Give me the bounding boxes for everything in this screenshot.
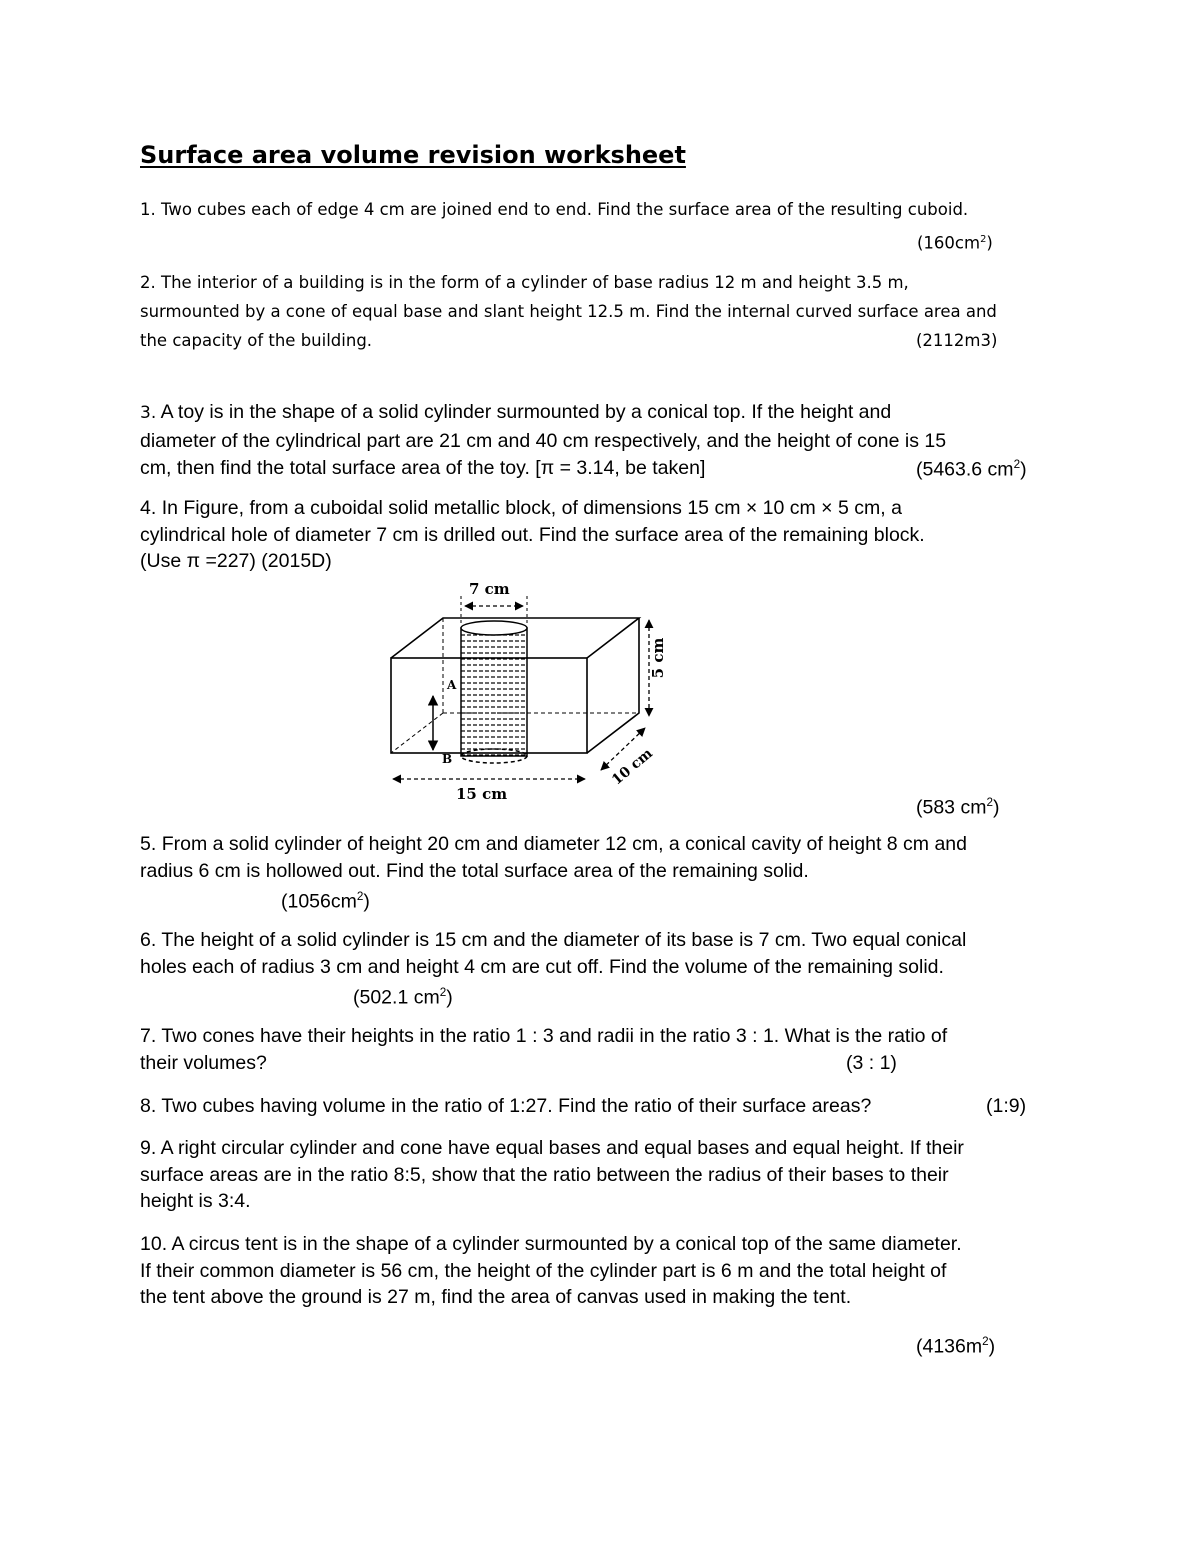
dimension-label-right: 5 cm xyxy=(649,637,667,679)
question-5: 5. From a solid cylinder of height 20 cm and diameter 12 cm, a conical cavity of height 8 cm and radius 6 cm is hollowed out. Find the total surface area of the remaining solid. xyxy=(140,833,967,882)
question-3: 3. A toy is in the shape of a solid cylinder surmounted by a conical top. If the height and diameter of the cylindrical part are 21 cm and 40 cm respectively, and the height of cone is 15 cm, then find the total surface area of the toy. [π = 3.14, be taken] xyxy=(140,401,947,479)
question-number: 6. xyxy=(140,929,157,951)
question-4: 4. In Figure, from a cuboidal solid metallic block, of dimensions 15 cm × 10 cm × 5 cm, a cylindrical hole of diameter 7 cm is drilled out. Find the surface area of the remaining block. (Use π =227) (2015D) xyxy=(140,497,925,572)
question-2: 2. The interior of a building is in the form of a cylinder of base radius 12 m and height 3.5 m, surmounted by a cone of equal base and slant height 12.5 m. Find the internal curved surface area and the capacity of the building. xyxy=(140,273,997,350)
question-8: 8. Two cubes having volume in the ratio of 1:27. Find the ratio of their surface areas? xyxy=(140,1095,872,1117)
answer-2: (2112m3) xyxy=(916,331,998,350)
point-label-b: B xyxy=(442,752,453,766)
dimension-label-bottom: 15 cm xyxy=(456,785,508,803)
answer-5: $(1056cm^2)$ xyxy=(281,890,370,913)
question-number: 2. xyxy=(140,273,156,292)
answer-1: $(160cm^2)$ xyxy=(917,233,993,253)
question-7: 7. Two cones have their heights in the ratio 1 : 3 and radii in the ratio 3 : 1. What is the ratio of their volumes? xyxy=(140,1025,948,1074)
answer-4: (583 $cm^2$) xyxy=(916,796,1000,819)
question-number: 9. xyxy=(140,1137,157,1159)
answer-6: (502.1 $cm^2$) xyxy=(353,986,453,1009)
answer-3: (5463.6 $cm^2$) xyxy=(916,458,1027,481)
dimension-label-top: 7 cm xyxy=(469,580,510,598)
page-title: Surface area volume revision worksheet xyxy=(140,141,686,169)
question-number: 7. xyxy=(140,1025,157,1047)
question-1 xyxy=(140,195,1070,224)
point-label-a: A xyxy=(447,678,457,692)
cuboid-figure xyxy=(383,578,673,808)
question-number: 10. xyxy=(140,1233,168,1255)
question-text: Two cubes each of edge 4 cm are joined end to end. Find the surface area of the resulting cuboid. xyxy=(161,200,969,219)
cylinder-hole xyxy=(461,621,527,763)
question-number: 4. xyxy=(140,497,157,519)
answer-8: (1:9) xyxy=(986,1095,1027,1117)
question-number: 1. xyxy=(140,200,156,219)
answer-7: (3 : 1) xyxy=(846,1052,897,1074)
question-6: 6. The height of a solid cylinder is 15 cm and the diameter of its base is 7 cm. Two equal conical holes each of radius 3 cm and height 4 cm are cut off. Find the volume of the remaining solid. xyxy=(140,929,967,978)
question-9: 9. A right circular cylinder and cone have equal bases and equal bases and equal height. If their surface areas are in the ratio 8:5, show that the ratio between the radius of their bases to their height is 3:4. xyxy=(140,1137,964,1212)
question-10: 10. A circus tent is in the shape of a cylinder surmounted by a conical top of the same diameter. If their common diameter is 56 cm, the height of the cylinder part is 6 m and the total height of the tent above the ground is 27 m, find the area of canvas used in making the tent. xyxy=(140,1233,962,1308)
question-number: 8. xyxy=(140,1095,157,1117)
dimension-label-depth: 10 cm xyxy=(609,745,656,789)
question-number: 3. xyxy=(140,403,157,423)
answer-10: $(4136m^2)$ xyxy=(916,1335,996,1358)
question-number: 5. xyxy=(140,833,157,855)
